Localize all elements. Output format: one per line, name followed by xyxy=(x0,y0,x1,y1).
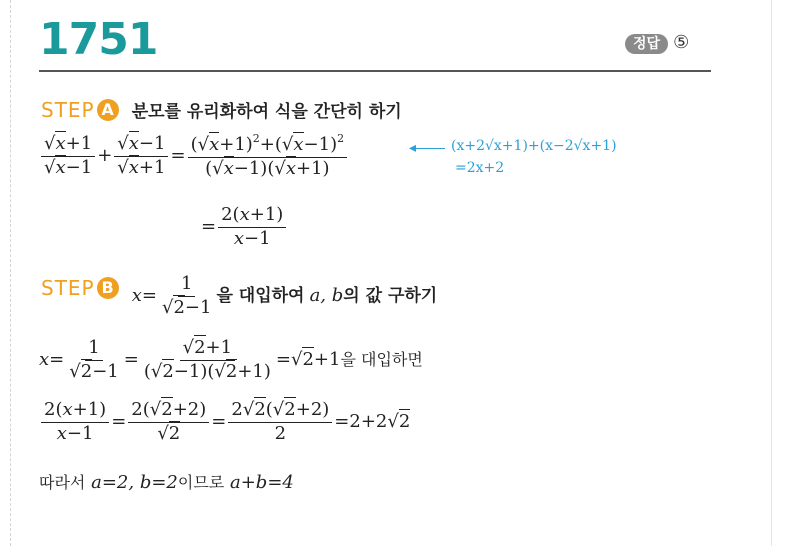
note-line-1: (x+2√x+1)+(x−2√x+1) xyxy=(451,138,617,154)
equation-line-1: $\frac{√x+1}{√x-1}$ + $\frac{√x-1}{√x+1}$ = $\frac{(√x+1)^2+(√x-1)^2}{(√x-1)(√x+1)}$ xyxy=(39,133,349,179)
equation-line-3: x= $\frac{1}{√2-1}$ = $\frac{√2+1}{(√2-1)(√2+1)}$ =√2+1을 대입하면 xyxy=(39,337,423,382)
conclusion-values: a=2, b=2 xyxy=(91,472,178,493)
substitute-text: 을 대입하면 xyxy=(340,350,423,370)
step-a-label: STEP xyxy=(41,98,95,122)
step-b-letter: B xyxy=(97,277,119,299)
conclusion-result: a+b=4 xyxy=(229,472,294,493)
step-b-vars: a, b xyxy=(309,285,344,307)
conclusion-mid: 이므로 xyxy=(177,473,225,492)
note-arrow-head: ◂ xyxy=(409,140,417,156)
header-divider xyxy=(39,70,711,72)
step-a-header xyxy=(41,97,402,122)
note-line-2: =2x+2 xyxy=(455,160,505,176)
step-b-title: 을 대입하여 xyxy=(216,286,305,307)
step-a-letter: A xyxy=(97,99,119,121)
note-arrow xyxy=(415,148,445,149)
problem-number: 1751 xyxy=(39,14,158,65)
conclusion-line xyxy=(39,470,294,493)
equation-line-2: = $\frac{2(x+1)}{x-1}$ xyxy=(201,205,288,249)
answer-badge: 정답 xyxy=(625,34,668,54)
equation-line-4: $\frac{2(x+1)}{x-1}$ = $\frac{2(√2+2)}{√2}$ = $\frac{2√2(√2+2)}{2}$ =2+2√2 xyxy=(39,400,410,444)
answer-choice: ⑤ xyxy=(673,32,690,53)
step-b-header: STEP B x= $\frac{1}{√2-1}$ 을 대입하여 a, b의 값 구하기 xyxy=(41,273,438,318)
step-b-label: STEP xyxy=(41,276,95,301)
solution-page xyxy=(10,0,772,546)
answer-area xyxy=(625,32,689,53)
conclusion-prefix: 따라서 xyxy=(39,473,86,492)
step-b-title-end: 의 값 구하기 xyxy=(343,286,438,307)
step-a-title: 분모를 유리화하여 식을 간단히 하기 xyxy=(131,102,402,122)
